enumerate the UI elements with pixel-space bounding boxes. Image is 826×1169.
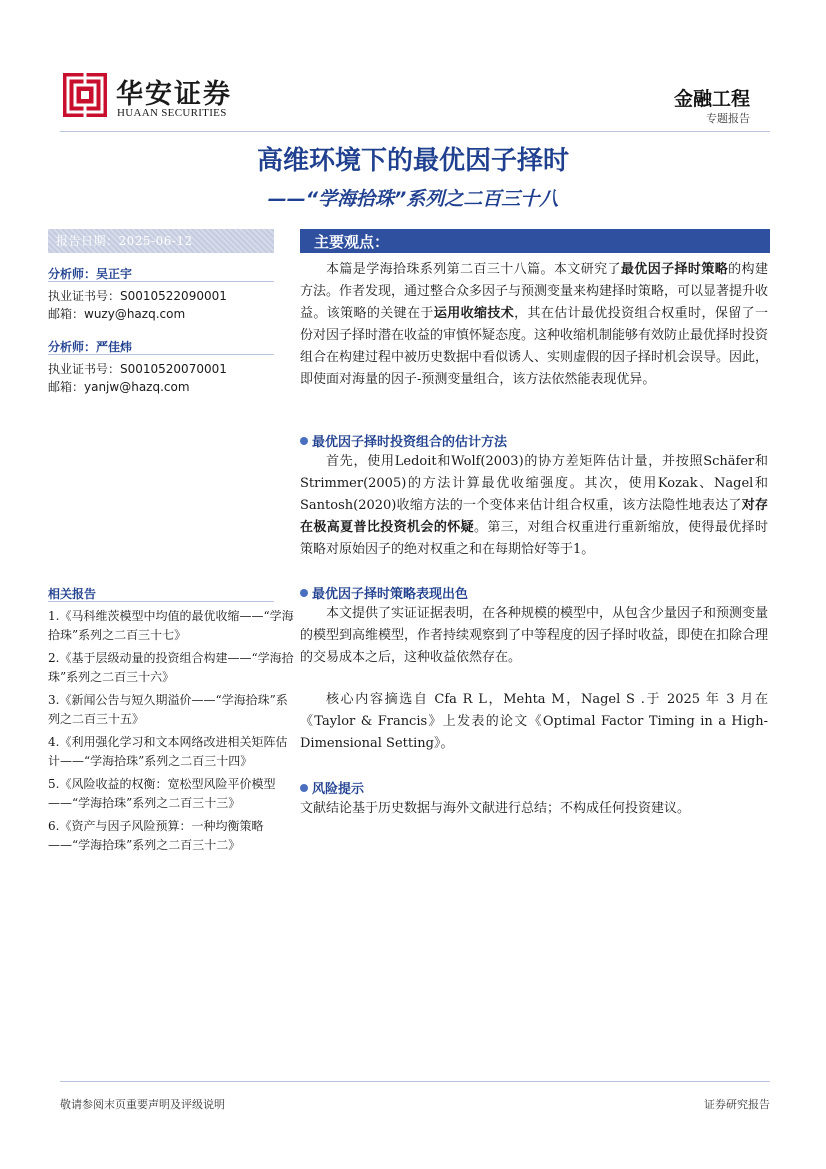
analyst-1-divider — [48, 281, 274, 282]
section-2-heading: 最优因子择时策略表现出色 — [300, 583, 468, 602]
company-logo-icon — [62, 72, 108, 118]
section-1-highlight: 对存在极高夏普比投资机会的怀疑 — [300, 498, 768, 535]
key-views-label: 主要观点： — [314, 233, 390, 251]
report-date: 报告日期：2025-06-12 — [48, 229, 274, 253]
related-reports-divider — [48, 601, 274, 602]
section-1-heading: 最优因子择时投资组合的估计方法 — [300, 431, 507, 450]
related-report-item[interactable]: 3.《新闻公告与短久期溢价——“学海拾珠”系列之二百三十五》 — [48, 693, 288, 726]
logo-chinese-name: 华安证券 — [116, 79, 232, 110]
analyst-2-email[interactable]: 邮箱：yanjw@hazq.com — [48, 380, 190, 394]
related-report-item[interactable]: 5.《风险收益的权衡：宽松型风险平价模型——“学海拾珠”系列之二百三十三》 — [48, 777, 276, 810]
intro-paragraph: 本篇是学海拾珠系列第二百三十八篇。本文研究了最优因子择时策略的构建方法。作者发现，通过整合众多因子与预测变量来构建择时策略，可以显著提升收益。该策略的关键在于运用收缩技术，其在估计最优投资组合权重时，保留了一份对因子择时潜在收益的审慎怀疑态度。这种收缩机制能够有效防止最优择时投资组合在构建过程中被历史数据中看似诱人、实则虚假的因子择时机会误导。因此，即使面对海量的因子-预测变量组合，该方法依然能表现优异。 — [300, 262, 769, 387]
analyst-2-cert: 执业证书号：S0010520070001 — [48, 362, 227, 376]
intro-highlight-1: 最优因子择时策略 — [620, 262, 729, 277]
report-subtitle: ——“学海拾珠”系列之二百三十八 — [267, 188, 559, 210]
intro-highlight-2: 运用收缩技术 — [433, 306, 515, 321]
bullet-dot-icon — [300, 589, 308, 597]
footer-disclaimer[interactable]: 敬请参阅末页重要声明及评级说明 — [60, 1098, 225, 1111]
report-category: 金融工程 — [673, 88, 750, 110]
section-2-source-note: 核心内容摘选自 Cfa R L，Mehta M，Nagel S .于 2025 年 3 月在《Taylor & Francis》上发表的论文《Optimal Factor Timing in a High-Dimensional Setting》。 — [300, 692, 768, 751]
footer-divider — [60, 1081, 770, 1082]
analyst-1-cert: 执业证书号：S0010522090001 — [48, 289, 227, 303]
footer-report-label: 证券研究报告 — [704, 1098, 770, 1111]
related-reports-heading: 相关报告 — [48, 587, 97, 601]
section-2-paragraph: 本文提供了实证证据表明，在各种规模的模型中，从包含少量因子和预测变量的模型到高维模型，作者持续观察到了中等程度的因子择时收益，即使在扣除合理的交易成本之后，这种收益依然存在。 — [300, 606, 769, 665]
bullet-dot-icon — [300, 437, 308, 445]
bullet-dot-icon — [300, 784, 308, 792]
analyst-1-name: 分析师：吴正宇 — [48, 267, 133, 281]
risk-heading: 风险提示 — [300, 778, 364, 797]
header-divider — [60, 131, 770, 132]
related-report-item[interactable]: 2.《基于层级动量的投资组合构建——“学海拾珠”系列之二百三十六》 — [48, 651, 294, 684]
related-report-item[interactable]: 1.《马科维茨模型中均值的最优收缩——“学海拾珠”系列之二百三十七》 — [48, 609, 294, 642]
analyst-2-name: 分析师：严佳炜 — [48, 340, 133, 354]
analyst-1-email[interactable]: 邮箱：wuzy@hazq.com — [48, 307, 186, 321]
key-views-banner — [300, 229, 770, 253]
logo-english-name: HUAAN SECURITIES — [117, 107, 227, 119]
risk-paragraph: 文献结论基于历史数据与海外文献进行总结；不构成任何投资建议。 — [300, 801, 691, 816]
report-type: 专题报告 — [706, 112, 750, 125]
analyst-2-divider — [48, 354, 274, 355]
report-title: 高维环境下的最优因子择时 — [256, 146, 569, 176]
related-report-item[interactable]: 4.《利用强化学习和文本网络改进相关矩阵估计——“学海拾珠”系列之二百三十四》 — [48, 735, 288, 768]
related-report-item[interactable]: 6.《资产与因子风险预算：一种均衡策略——“学海拾珠”系列之二百三十二》 — [48, 819, 264, 852]
section-1-paragraph: 首先，使用Ledoit和Wolf(2003)的协方差矩阵估计量，并按照Schäfer和Strimmer(2005)的方法计算最优收缩强度。其次，使用Kozak、Nagel和Santosh(2020)收缩方法的一个变体来估计组合权重，该方法隐性地表达了对存在极高夏普比投资机会的怀疑。第三，对组合权重进行重新缩放，使得最优择时策略对原始因子的绝对权重之和在每期恰好等于1。 — [300, 454, 768, 557]
related-reports-list — [48, 607, 294, 859]
